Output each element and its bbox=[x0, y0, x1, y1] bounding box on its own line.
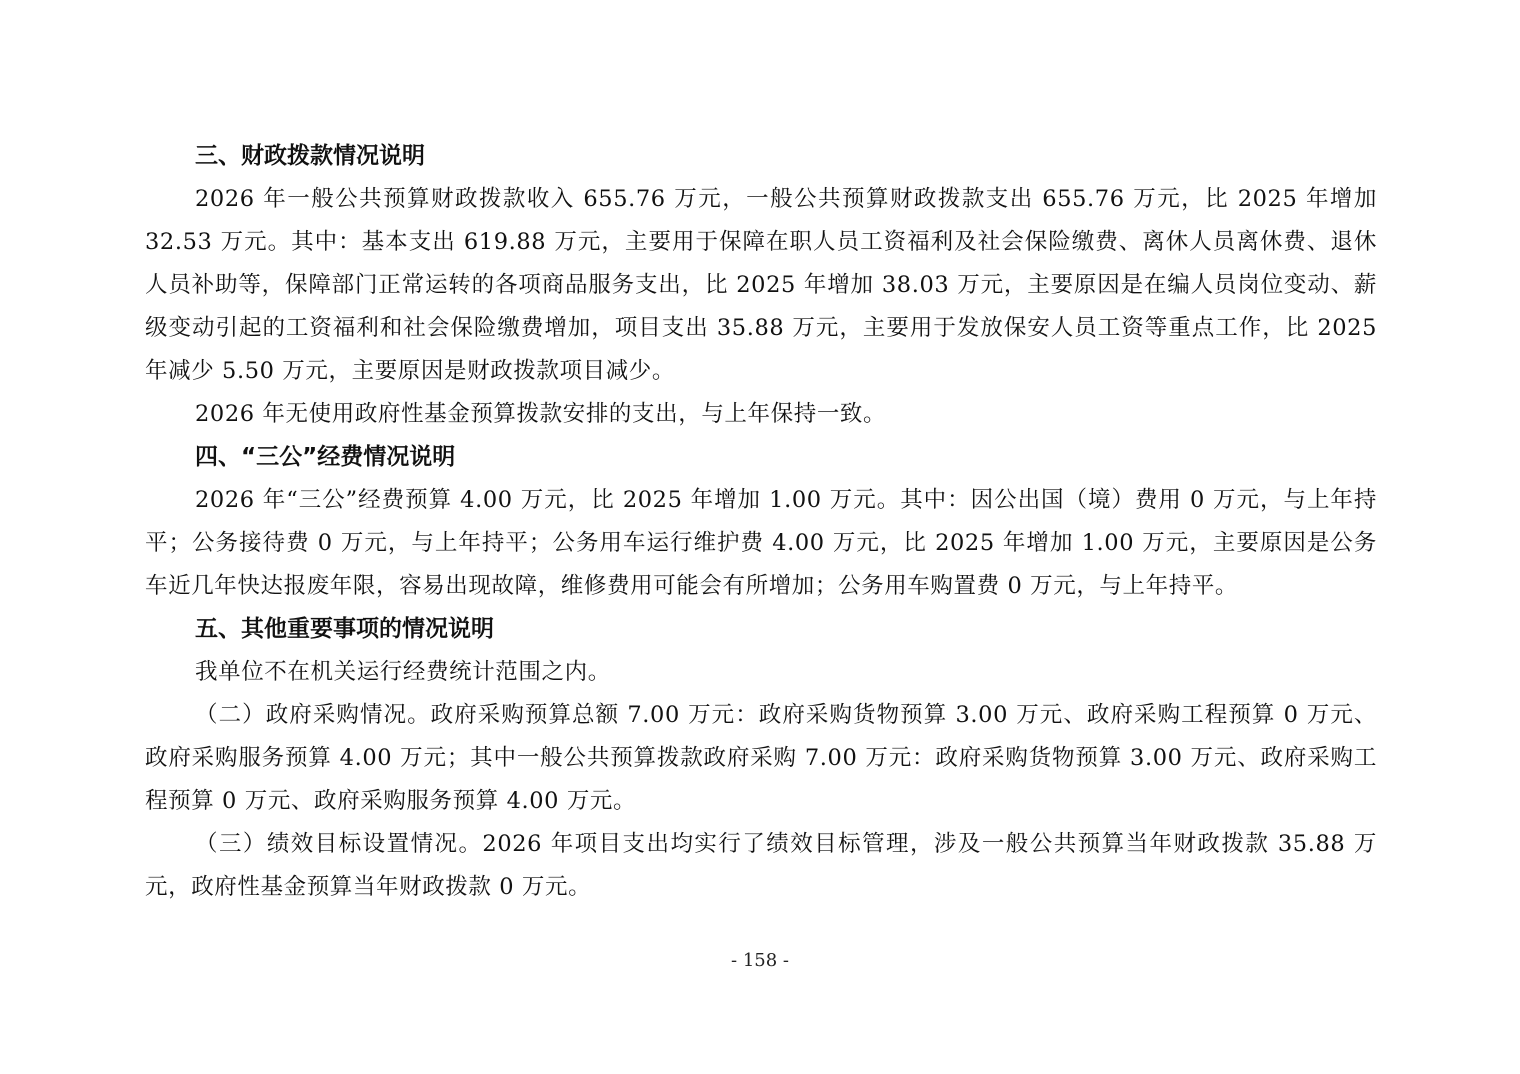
paragraph-three-public-expenses: 2026 年“三公”经费预算 4.00 万元，比 2025 年增加 1.00 万元。其中：因公出国（境）费用 0 万元，与上年持平；公务接待费 0 万元，与上年持平；公务用车运行维护费 4.00 万元，比 2025 年增加 1.00 万元，主要原因是公务车近几年快达报废年限，容易出现故障，维修费用可能会有所增加；公务用车购置费 0 万元，与上年持平。 bbox=[145, 487, 1377, 599]
paragraph-government-procurement: （二）政府采购情况。政府采购预算总额 7.00 万元：政府采购货物预算 3.00 万元、政府采购工程预算 0 万元、政府采购服务预算 4.00 万元；其中一般公共预算拨款政府采购 7.00 万元：政府采购货物预算 3.00 万元、政府采购工程预算 0 万元、政府采购服务预算 4.00 万元。 bbox=[145, 702, 1377, 814]
page-number: - 158 - bbox=[731, 950, 789, 971]
paragraph-government-fund-budget: 2026 年无使用政府性基金预算拨款安排的支出，与上年保持一致。 bbox=[195, 401, 887, 427]
paragraph-operating-expenses-scope: 我单位不在机关运行经费统计范围之内。 bbox=[195, 659, 611, 685]
section-heading-other-important-matters: 五、其他重要事项的情况说明 bbox=[195, 616, 494, 642]
document-body bbox=[145, 135, 1377, 909]
paragraph-appropriation-income-expense: 2026 年一般公共预算财政拨款收入 655.76 万元，一般公共预算财政拨款支出 655.76 万元，比 2025 年增加 32.53 万元。其中：基本支出 619.88 万元，主要用于保障在职人员工资福利及社会保险缴费、离休人员离休费、退休人员补助等，保障部门正常运转的各项商品服务支出，比 2025 年增加 38.03 万元，主要原因是在编人员岗位变动、薪级变动引起的工资福利和社会保险缴费增加，项目支出 35.88 万元，主要用于发放保安人员工资等重点工作，比 2025 年减少 5.50 万元，主要原因是财政拨款项目减少。 bbox=[145, 186, 1377, 384]
paragraph-performance-targets: （三）绩效目标设置情况。2026 年项目支出均实行了绩效目标管理，涉及一般公共预算当年财政拨款 35.88 万元，政府性基金预算当年财政拨款 0 万元。 bbox=[145, 831, 1377, 900]
section-heading-fiscal-appropriation: 三、财政拨款情况说明 bbox=[195, 143, 425, 169]
section-heading-three-public-expenses: 四、“三公”经费情况说明 bbox=[195, 444, 456, 470]
